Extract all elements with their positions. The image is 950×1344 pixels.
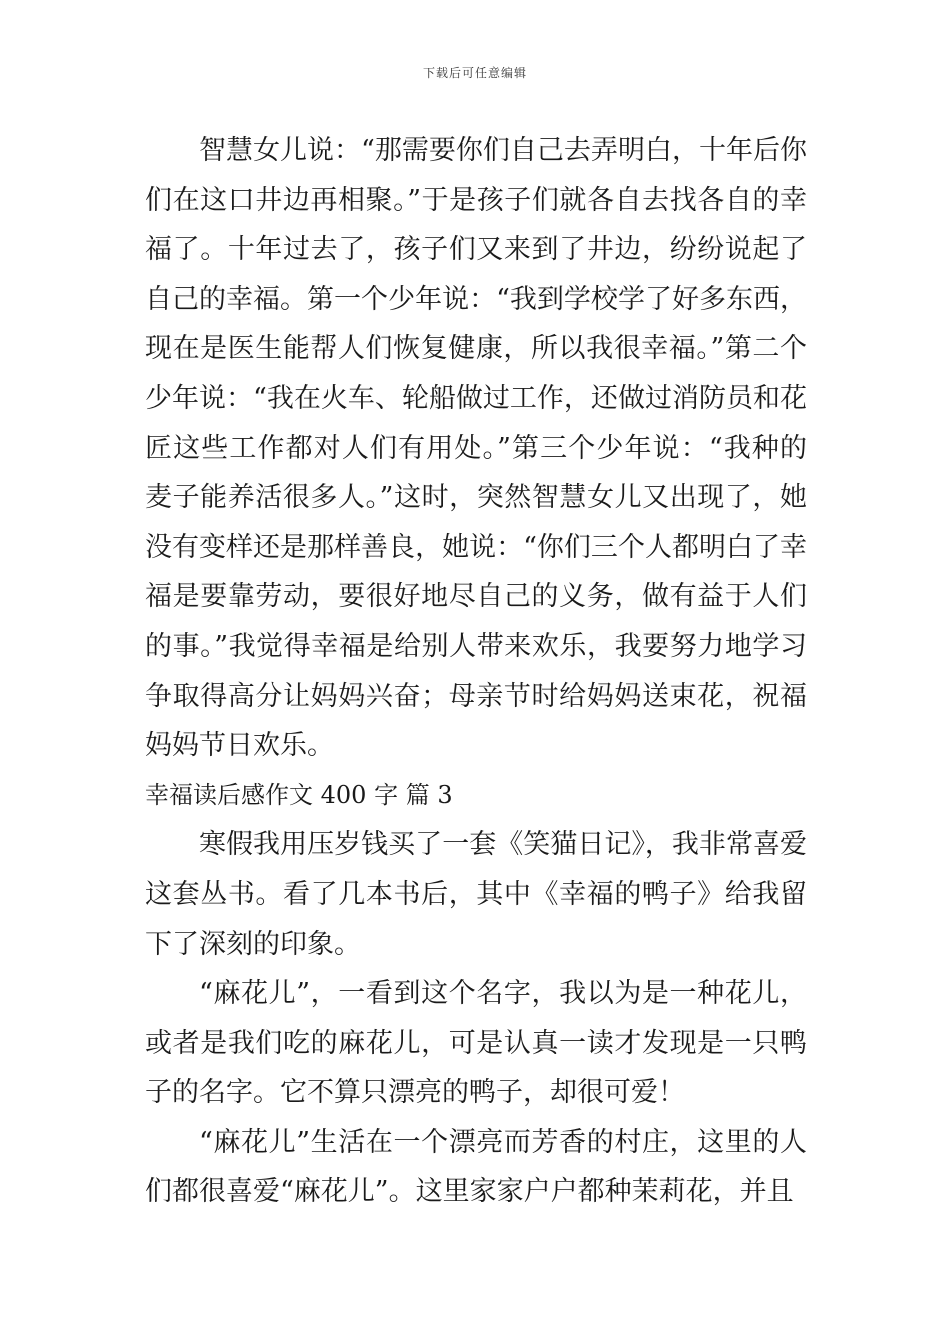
- paragraph: 寒假我用压岁钱买了一套《笑猫日记》，我非常喜爱这套丛书。看了几本书后，其中《幸福的鸭子》给我留下了深刻的印象。: [145, 829, 807, 960]
- paragraph: 智慧女儿说：“那需要你们自己去弄明白，十年后你们在这口井边再相聚。”于是孩子们就各自去找各自的幸福了。十年过去了，孩子们又来到了井边，纷纷说起了自己的幸福。第一个少年说：“我到学校学了好多东西，现在是医生能帮人们恢复健康，所以我很幸福。”第二个少年说：“我在火车、轮船做过工作，还做过消防员和花匠这些工作都对人们有用处。”第三个少年说：“我种的麦子能养活很多人。”这时，突然智慧女儿又出现了，她没有变样还是那样善良，她说：“你们三个人都明白了幸福是要靠劳动，要很好地尽自己的义务，做有益于人们的事。”我觉得幸福是给别人带来欢乐，我要努力地学习争取得高分让妈妈兴奋；母亲节时给妈妈送束花，祝福妈妈节日欢乐。: [145, 135, 807, 762]
- document-body: [145, 126, 807, 1217]
- page-header: 下载后可任意编辑: [422, 66, 527, 80]
- paragraph: “麻花儿”生活在一个漂亮而芳香的村庄，这里的人们都很喜爱“麻花儿”。这里家家户户都种茉莉花，并且: [145, 1126, 807, 1208]
- paragraph: “麻花儿”，一看到这个名字，我以为是一种花儿，或者是我们吃的麻花儿，可是认真一读才发现是一只鸭子的名字。它不算只漂亮的鸭子，却很可爱！: [145, 978, 807, 1109]
- section-heading: 幸福读后感作文 400 字 篇 3: [145, 780, 453, 809]
